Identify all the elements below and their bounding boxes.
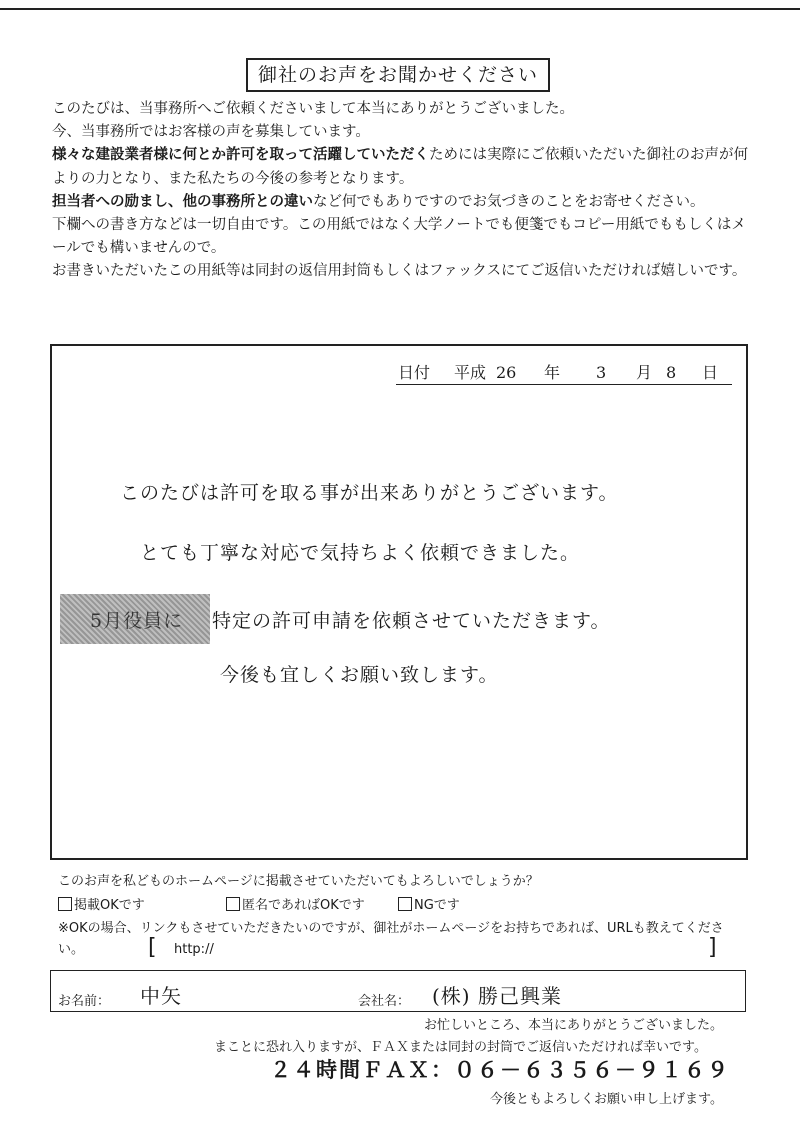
checkbox-icon xyxy=(398,897,412,911)
message-line-3-redacted: 5月役員に xyxy=(90,610,184,632)
checkbox-icon xyxy=(226,897,240,911)
message-line-4: 今後も宜しくお願い致します。 xyxy=(220,664,499,686)
intro-p2: 今、当事務所ではお客様の声を募集しています。 xyxy=(52,124,370,141)
company-label: 会社名： xyxy=(358,994,411,1009)
fax-number: ２４時間ＦＡＸ：０６－６３５６－９１６９ xyxy=(270,1058,730,1082)
date-field xyxy=(396,362,732,385)
footer-apology: まことに恐れ入りますが、ＦＡＸまたは同封の封筒でご返信いただければ幸いです。 xyxy=(214,1040,707,1055)
intro-p3-bold: 様々な建設業者様に何とか許可を取って活躍していただく xyxy=(52,147,429,164)
option-publish-ok[interactable]: 掲載OKです xyxy=(58,894,145,913)
top-border xyxy=(0,8,800,10)
intro-p4-rest: など何でもありですのでお気づきのことをお寄せください。 xyxy=(313,193,705,210)
company-value: (株) 勝己興業 xyxy=(432,984,562,1008)
date-day: 8 xyxy=(666,363,677,382)
footer-closing: 今後ともよろしくお願い申し上げます。 xyxy=(490,1092,723,1107)
intro-text xyxy=(52,98,752,284)
intro-p3-rest: ためには実際にご依頼いただいた御社のお声が何よりの力となり、また私たちの今後の参考となります。 xyxy=(52,147,748,187)
checkbox-icon xyxy=(58,897,72,911)
footer-thanks: お忙しいところ、本当にありがとうございました。 xyxy=(424,1018,724,1033)
publish-question: このお声を私どものホームページに掲載させていただいてもよろしいでしょうか？ xyxy=(58,874,539,889)
link-note: ※OKの場合、リンクもさせていただきたいのですが、御社がホームページをお持ちであれば、URLも教えてください。 xyxy=(58,921,724,957)
date-day-unit: 日 xyxy=(702,363,719,382)
name-value: 中矢 xyxy=(140,984,182,1008)
page-title: 御社のお声をお聞かせください xyxy=(246,58,550,92)
date-era: 平成 xyxy=(454,363,487,382)
message-line-1: このたびは許可を取る事が出来ありがとうございます。 xyxy=(120,482,619,504)
url-prefix[interactable]: http:// xyxy=(174,942,214,957)
name-label: お名前： xyxy=(58,994,111,1009)
url-bracket-left: [ xyxy=(148,935,157,960)
message-line-3: 特定の許可申請を依頼させていただきます。 xyxy=(212,610,611,632)
intro-p5: 下欄への書き方などは一切自由です。この用紙ではなく大学ノートでも便箋でもコピー用紙でももしくはメールでも構いませんので。 xyxy=(52,217,746,257)
date-month-unit: 月 xyxy=(636,363,653,382)
url-bracket-right: ] xyxy=(708,935,717,960)
intro-p6: お書きいただいたこの用紙等は同封の返信用封筒もしくはファックスにてご返信いただければ嬉しいです。 xyxy=(52,263,747,280)
intro-p1: このたびは、当事務所へご依頼くださいまして本当にありがとうございました。 xyxy=(52,101,574,117)
message-line-2: とても丁寧な対応で気持ちよく依頼できました。 xyxy=(140,542,581,564)
intro-p4 xyxy=(52,191,752,214)
option-ng[interactable]: NGです xyxy=(398,894,460,913)
date-month: 3 xyxy=(596,363,607,382)
date-year: 26 xyxy=(496,363,517,382)
option-anonymous-ok[interactable]: 匿名であればOKです xyxy=(226,894,365,913)
intro-p4-bold: 担当者への励まし、他の事務所との違い xyxy=(52,193,313,210)
date-label: 日付 xyxy=(398,363,431,382)
intro-p3 xyxy=(52,144,752,190)
date-year-unit: 年 xyxy=(544,363,561,382)
